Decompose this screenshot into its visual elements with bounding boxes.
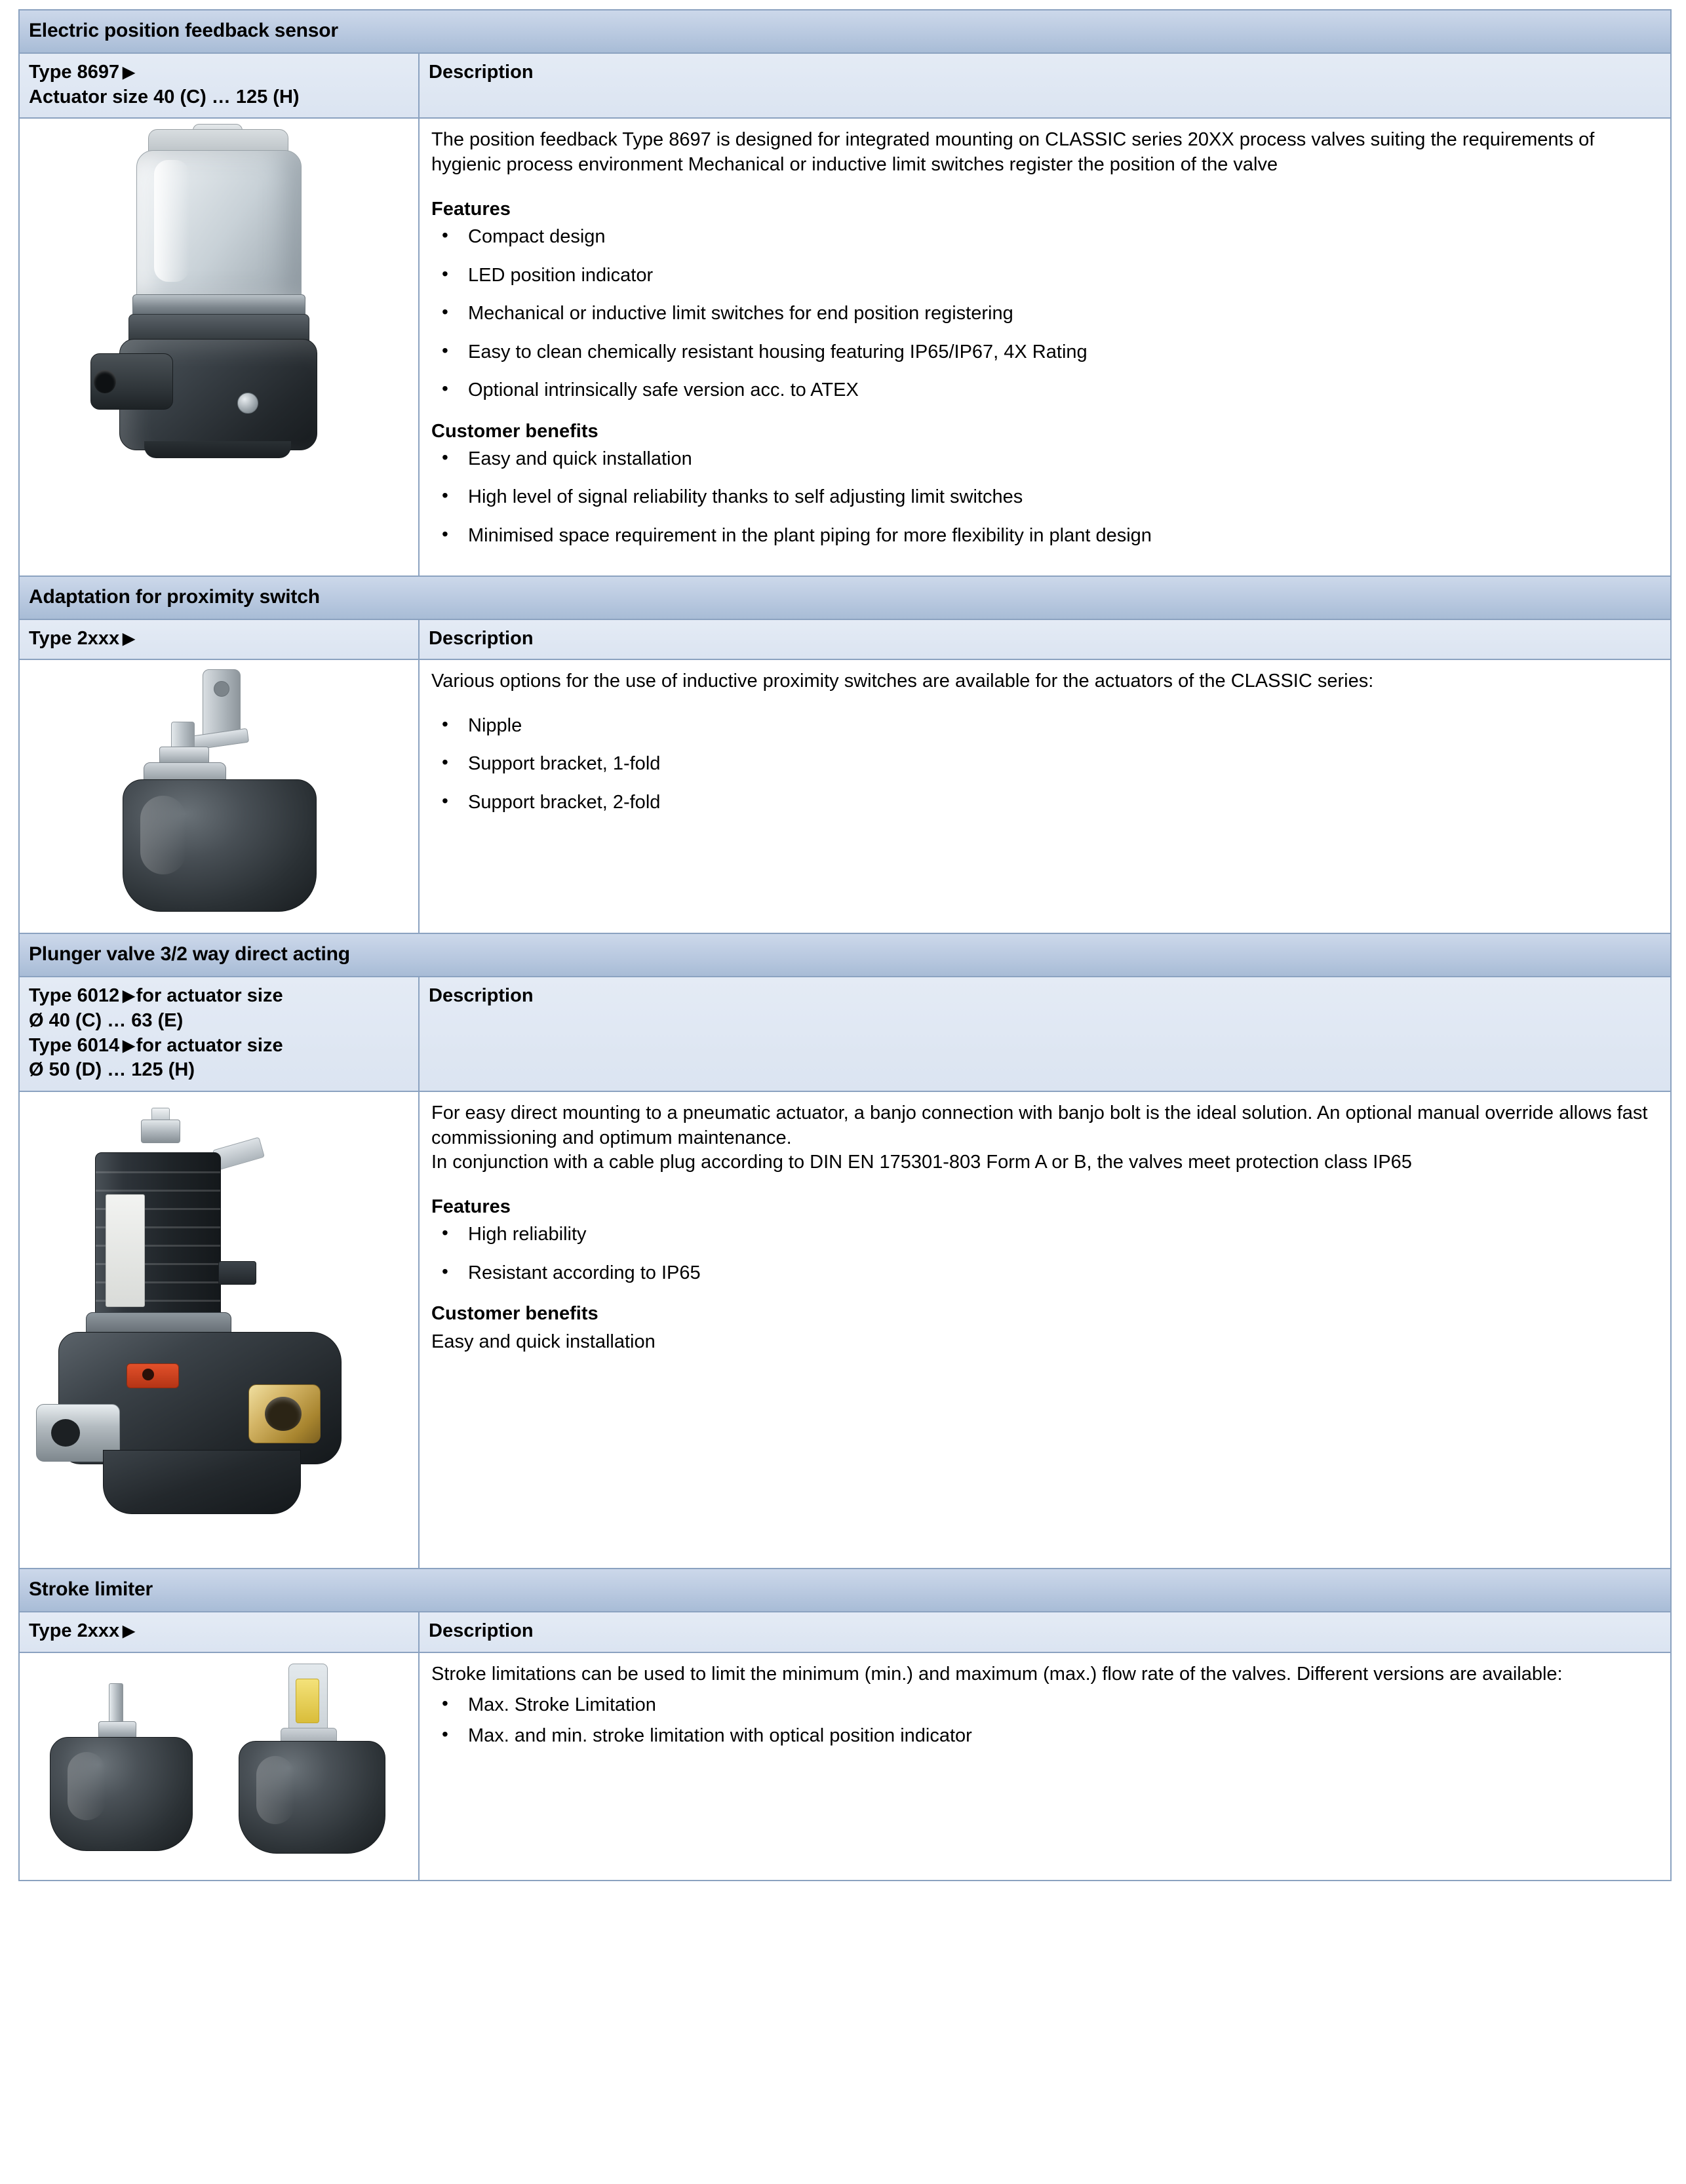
bracket-hole [214,681,229,697]
description-header: Description [429,1620,534,1641]
type-line [29,1034,409,1059]
sensor-transparent-dome [136,150,302,301]
actuator-cone-a [50,1737,193,1851]
arrow-right-icon: ▶ [123,987,135,1005]
arrow-right-icon: ▶ [123,629,135,648]
product-image-cell-4 [19,1652,419,1881]
description-header: Description [429,985,534,1007]
banner-title: Adaptation for proximity switch [29,585,320,608]
features-list [431,1222,1658,1285]
customer-benefits-title: Customer benefits [431,1303,598,1325]
intro-paragraph: Stroke limitations can be used to limit the minimum (min.) and maximum (max.) flow rate of the valves. Different versions are available: [431,1663,1563,1685]
type-line [29,1009,409,1034]
description-header: Description [429,62,534,83]
optical-position-indicator-unit [225,1664,396,1847]
type-label: Type 2xxx [29,1620,120,1641]
actuator-size-label: Actuator size 40 (C) … 125 (H) [29,86,300,107]
banner-cell [19,10,1671,53]
list-item: • Support bracket, 2-fold [431,790,1658,815]
type-header-cell-4 [19,1612,419,1652]
versions-list [431,1693,1658,1747]
actuator-body [123,779,317,912]
type-line [29,1058,409,1083]
max-stroke-limitation-unit [38,1683,202,1847]
description-cell-1 [419,118,1671,575]
coil-label [106,1194,145,1307]
list-item: • Minimised space requirement in the plant piping for more flexibility in plant design [431,524,1658,548]
product-image-cell-1 [19,118,419,575]
coil-rib [96,1171,220,1173]
brass-banjo-connection [248,1384,321,1443]
description-header-cell-2 [419,619,1671,660]
list-item: • Easy and quick installation [431,447,1658,471]
type-label: Type 6012 [29,985,120,1007]
description-header-cell-3 [419,977,1671,1091]
optical-indicator-tube [288,1664,328,1737]
type-line [29,85,409,110]
stroke-limiter-image [29,1657,409,1873]
list-item: • Resistant according to IP65 [431,1261,1658,1285]
type-suffix: for actuator size [136,1034,283,1056]
plunger-valve-image [32,1096,406,1561]
banner-title: Electric position feedback sensor [29,20,338,42]
section-body-row-3 [19,1091,1671,1569]
section-header-row-4 [19,1612,1671,1652]
override-pivot [142,1369,154,1380]
type-header-cell-3 [19,977,419,1091]
cable-gland [90,353,173,410]
size-range-label: Ø 50 (D) … 125 (H) [29,1059,195,1081]
banner-cell [19,933,1671,977]
highlight [256,1756,294,1824]
section-body-row-2 [19,659,1671,933]
features-title: Features [431,198,511,220]
valve-lower-body [103,1450,301,1514]
type-label: Type 2xxx [29,627,120,649]
coil-rib [96,1190,220,1192]
list-item: • Support bracket, 1-fold [431,752,1658,776]
product-image-cell-3 [19,1091,419,1569]
indicator-marker [296,1679,319,1723]
list-item: • High level of signal reliability thanks to self adjusting limit switches [431,485,1658,509]
proximity-switch-adapter-image [111,664,327,926]
type-label: Type 8697 [29,62,120,83]
description-cell-3 [419,1091,1671,1569]
highlight [68,1752,106,1820]
arrow-right-icon: ▶ [123,64,135,81]
banner-cell [19,576,1671,619]
description-header: Description [429,627,534,649]
options-list [431,714,1658,815]
arrow-right-icon: ▶ [123,1622,135,1640]
section-header-row-2 [19,619,1671,660]
size-range-label: Ø 40 (C) … 63 (E) [29,1009,184,1031]
description-cell-4 [419,1652,1671,1881]
arrow-right-icon: ▶ [123,1036,135,1055]
type-line [29,984,409,1009]
section-banner-plunger-valve [19,933,1671,977]
section-body-row-4 [19,1652,1671,1881]
type-header-cell-1 [19,53,419,118]
position-feedback-sensor-image [88,123,350,477]
list-item: • LED position indicator [431,263,1658,288]
description-header-cell-4 [419,1612,1671,1652]
type-line [29,60,409,85]
section-banner-adaptation-for-proximity-switch [19,576,1671,619]
description-cell-2 [419,659,1671,933]
actuator-cone-b [239,1741,385,1854]
valve-top-nut [141,1120,180,1143]
list-item: • Nipple [431,714,1658,738]
cable-plug-pin [218,1261,256,1285]
banner-cell [19,1569,1671,1612]
type-suffix: for actuator size [136,985,283,1007]
list-item: • Optional intrinsically safe version acc. to ATEX [431,378,1658,402]
section-body-row-1 [19,118,1671,575]
section-banner-electric-position-feedback-sensor [19,10,1671,53]
description-header-cell-1 [419,53,1671,118]
adjustment-pin [109,1683,123,1726]
intro-paragraph-line2: In conjunction with a cable plug according to DIN EN 175301-803 Form A or B, the valves meet protection class IP65 [431,1152,1412,1173]
customer-benefits-title: Customer benefits [431,420,598,442]
section-header-row-3 [19,977,1671,1091]
section-header-row-1 [19,53,1671,118]
section-banner-stroke-limiter [19,1569,1671,1612]
intro-paragraph: Various options for the use of inductive proximity switches are available for the actuators of the CLASSIC series: [431,671,1374,692]
list-item: • High reliability [431,1222,1658,1247]
intro-paragraph-line1: For easy direct mounting to a pneumatic actuator, a banjo connection with banjo bolt is the ideal solution. An optional manual override allows fast commissioning and optimum maintenance. [431,1102,1648,1148]
features-list [431,225,1658,402]
type-line [29,627,409,652]
banner-title: Stroke limiter [29,1578,153,1601]
list-item: • Max. Stroke Limitation [431,1693,1658,1717]
customer-benefits-text: Easy and quick installation [431,1331,656,1352]
sensor-foot [144,441,291,458]
list-item: • Mechanical or inductive limit switches for end position registering [431,302,1658,326]
features-title: Features [431,1196,511,1217]
type-line [29,1619,409,1644]
type-label: Type 6014 [29,1034,120,1056]
list-item: • Compact design [431,225,1658,249]
list-item: • Max. and min. stroke limitation with optical position indicator [431,1724,1658,1748]
type-header-cell-2 [19,619,419,660]
accessories-table [18,9,1672,1881]
banner-title: Plunger valve 3/2 way direct acting [29,943,350,965]
customer-benefits-list [431,447,1658,548]
product-image-cell-2 [19,659,419,933]
list-item: • Easy to clean chemically resistant housing featuring IP65/IP67, 4X Rating [431,340,1658,364]
intro-paragraph: The position feedback Type 8697 is designed for integrated mounting on CLASSIC series 20XX process valves suiting the requirements of hygienic process environment Mechanical or inductive limit switches register the position of the valve [431,129,1595,176]
